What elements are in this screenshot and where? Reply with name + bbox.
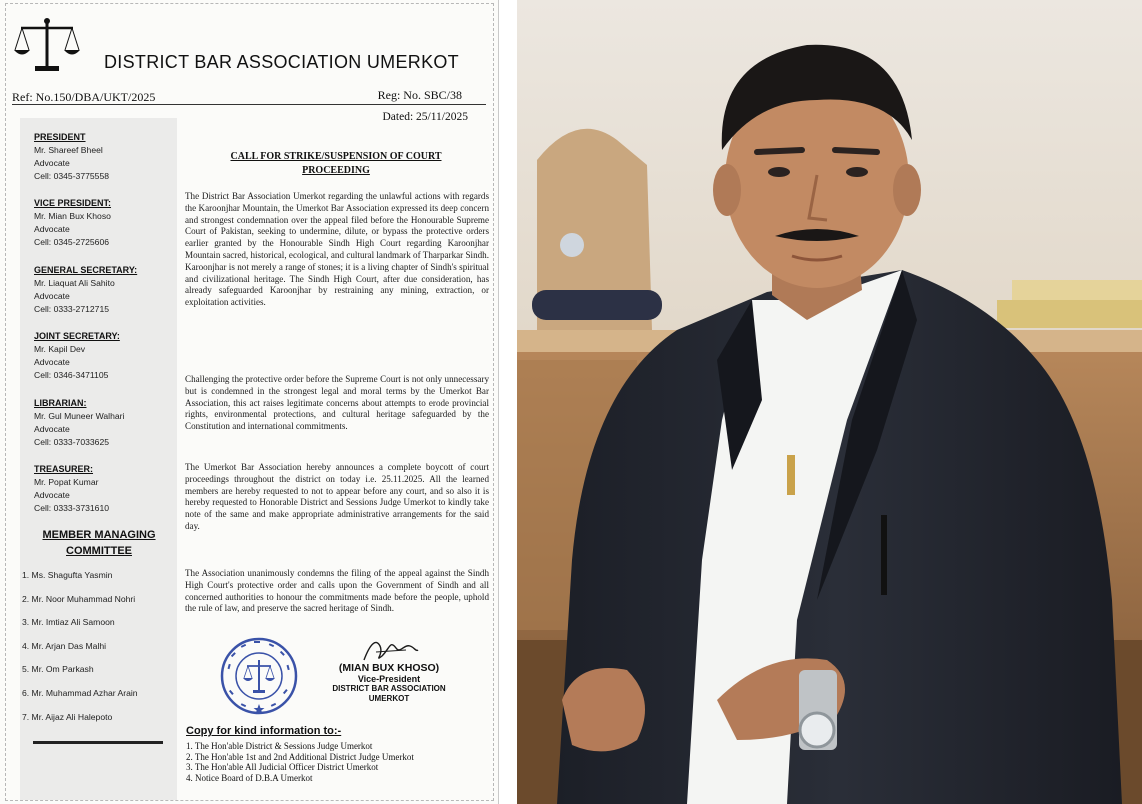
office-bearer-cell: Cell: 0345-2725606 (34, 237, 110, 247)
office-bearer (34, 330, 120, 382)
office-bearer-title: LIBRARIAN: (34, 398, 87, 408)
office-bearer (34, 131, 109, 183)
office-bearer-title: PRESIDENT (34, 132, 86, 142)
office-bearer-cell: Cell: 0345-3775558 (34, 171, 110, 181)
list-item: 2. The Hon'able 1st and 2nd Additional District Judge Umerkot (186, 751, 414, 762)
committee-heading-line1: MEMBER MANAGING (42, 529, 156, 541)
header-divider (12, 104, 486, 105)
list-item: 4. Mr. Arjan Das Malhi (22, 640, 107, 651)
office-bearer-name: Mr. Shareef Bheel (34, 145, 103, 155)
subject-heading (186, 150, 486, 178)
office-bearer (34, 197, 111, 249)
subject-line2: PROCEEDING (302, 165, 370, 176)
list-item: 1. Ms. Shagufta Yasmin (22, 570, 113, 580)
office-bearer-role: Advocate (34, 158, 70, 168)
subject-line1: CALL FOR STRIKE/SUSPENSION OF COURT (230, 151, 442, 162)
office-bearer-name: Mr. Mian Bux Khoso (34, 211, 111, 221)
office-bearer-name: Mr. Popat Kumar (34, 477, 99, 487)
signature-block (322, 662, 456, 704)
letter-document (0, 0, 499, 804)
office-bearer-title: TREASURER: (34, 464, 94, 474)
office-bearer-role: Advocate (34, 490, 70, 500)
office-bearer (34, 463, 109, 515)
list-item: 3. The Hon'able All Judicial Officer District Umerkot (186, 762, 379, 773)
office-bearer-cell: Cell: 0333-3731610 (34, 503, 110, 513)
body-paragraph: Challenging the protective order before the Supreme Court is not only unnecessary but is condemned in the strongest legal and moral terms by the Umerkot Bar Association, this act raises legitimate concerns about attempts to erode provincial rights, environmental protections, and cultural heritage safeguarded by the Constitution and international commitments. (185, 374, 489, 432)
office-bearer-name: Mr. Liaquat Ali Sahito (34, 278, 115, 288)
portrait-photo (517, 0, 1142, 804)
office-bearer-name: Mr. Kapil Dev (34, 344, 86, 354)
office-bearer-role: Advocate (34, 357, 70, 367)
committee-member-list (22, 570, 138, 735)
scales-of-justice-icon (13, 16, 81, 74)
office-bearer (34, 397, 124, 449)
list-item: 3. Mr. Imtiaz Ali Samoon (22, 617, 115, 628)
office-bearer-title: JOINT SECRETARY: (34, 331, 120, 341)
list-item: 4. Notice Board of D.B.A Umerkot (186, 772, 313, 783)
office-bearer-cell: Cell: 0333-7033625 (34, 437, 110, 447)
association-seal-stamp (219, 636, 299, 716)
office-bearer-cell: Cell: 0346-3471105 (34, 370, 109, 380)
ref-number: Ref: No.150/DBA/UKT/2025 (12, 90, 156, 104)
office-bearer-name: Mr. Gul Muneer Walhari (34, 411, 125, 421)
list-item: 1. The Hon'able District & Sessions Judge Umerkot (186, 741, 373, 751)
office-bearer-title: VICE PRESIDENT: (34, 198, 112, 208)
sidebar-rule (33, 741, 163, 744)
letter-date: Dated: 25/11/2025 (382, 111, 468, 123)
office-bearer-role: Advocate (34, 224, 70, 234)
office-bearer-role: Advocate (34, 291, 70, 301)
committee-heading (24, 527, 174, 559)
signatory-org-line1: DISTRICT BAR ASSOCIATION (332, 684, 446, 693)
reg-number: Reg: No. SBC/38 (377, 88, 462, 102)
signatory-name: (MIAN BUX KHOSO) (338, 662, 440, 674)
body-paragraph: The District Bar Association Umerkot regarding the unlawful actions with regards the Karoonjhar Mountain, the Umerkot Bar Association expressed its deep concern and strongest condemnation over the appeal filed before the Honourable Supreme Court of Pakistan, seeking to undermine, dilute, or bypass the protective orders earlier granted by the Honourable Sindh High Court regarding Karoonjhar Mountain sacred, historical, ecological, and cultural landmark of Tharparkar Sindh. Karoonjhar is not merely a range of stones; it is a living chapter of Sindh's spiritual and civilizational heritage. The Sindh High Court, after due consideration, has already safeguarded Karoonjhar by restraining any mining, extraction, or exploitation activities. (185, 191, 489, 308)
body-paragraph: The Association unanimously condemns the filing of the appeal against the Sindh High Court's protective order and calls upon the Government of Sindh and all concerned authorities to honour the commitments made before the people, uphold the rule of law, and preserve the sacred heritage of Sindh. (185, 568, 489, 614)
copy-to-heading: Copy for kind information to:- (186, 725, 342, 737)
signatory-org-line2: UMERKOT (368, 694, 410, 703)
office-bearer-cell: Cell: 0333-2712715 (34, 304, 110, 314)
copy-to-list (186, 741, 414, 783)
body-paragraph: The Umerkot Bar Association hereby announces a complete boycott of court proceedings throughout the district on today i.e. 25.11.2025. All the learned members are hereby requested to not to appear before any court, and so also it is hereby requested to Honorable District and Sessions Judge Umerkot to kindly take note of the same and make appropriate administrative arrangements for the said day. (185, 462, 489, 531)
office-bearer-role: Advocate (34, 424, 70, 434)
committee-heading-line2: COMMITTEE (66, 545, 132, 557)
org-name: DISTRICT BAR ASSOCIATION UMERKOT (104, 52, 459, 72)
list-item: 5. Mr. Om Parkash (22, 664, 94, 675)
list-item: 2. Mr. Noor Muhammad Nohri (22, 593, 136, 604)
office-bearer (34, 264, 137, 316)
list-item: 6. Mr. Muhammad Azhar Arain (22, 687, 138, 698)
signatory-role: Vice-President (357, 674, 421, 684)
list-item: 7. Mr. Aijaz Ali Halepoto (22, 711, 113, 722)
office-bearer-title: GENERAL SECRETARY: (34, 265, 138, 275)
